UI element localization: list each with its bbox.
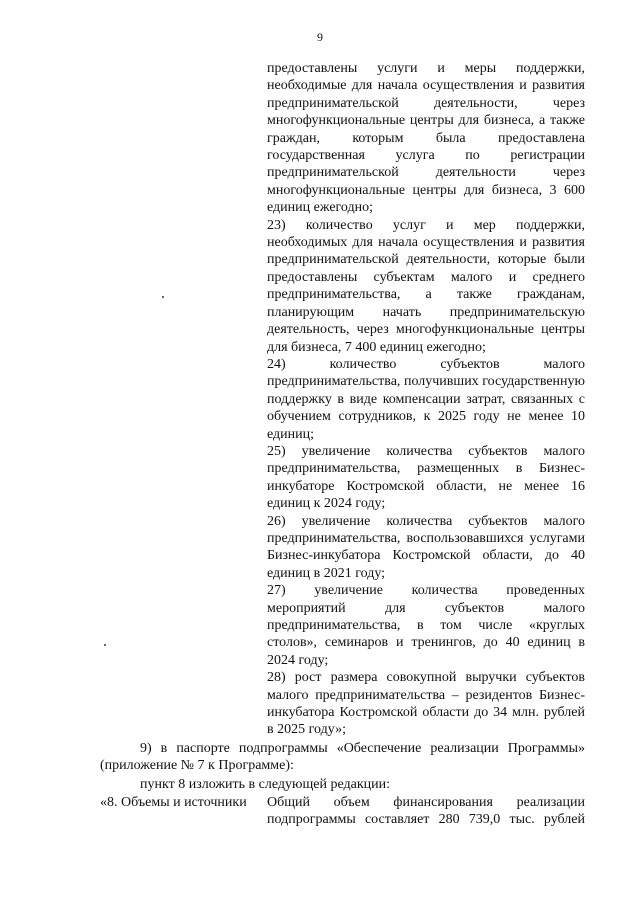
list-item: 24) количество субъектов малого предпринимательства, получивших государственную поддержку в виде компенсации затрат, связанных с обучением сотрудников, к 2025 году не менее 10 единиц; bbox=[267, 356, 585, 442]
list-item: 25) увеличение количества субъектов малого предпринимательства, размещенных в Бизнес-инкубаторе Костромской области, не менее 16 единиц к 2024 году; bbox=[267, 443, 585, 512]
list-item: предоставлены услуги и меры поддержки, необходимые для начала осуществления и развития предпринимательской деятельности, через многофункциональные центры для бизнеса, а также граждан, которым была предоставлена государственная услуга по регистрации предпринимательской деятельности через многофункциональные центры для бизнеса, 3 600 единиц ежегодно; bbox=[267, 61, 585, 216]
list-item: 23) количество услуг и мер поддержки, необходимых для начала осуществления и развития предпринимательской деятельности, которые были предоставлены субъектам малого и среднего предпринимательства, а также гражданам, планирующим начать предпринимательскую деятельность, через многофункциональные центры для бизнеса, 7 400 единиц ежегодно; bbox=[267, 217, 585, 355]
point-8-paragraph: пункт 8 изложить в следующей редакции: bbox=[140, 777, 390, 792]
page-number: 9 bbox=[317, 30, 323, 44]
table-value-cell: Общий объем финансирования реализации подпрограммы составляет 280 739,0 тыс. рублей bbox=[267, 795, 585, 828]
table-label-cell: «8. Объемы и источники bbox=[100, 795, 247, 810]
scan-speck bbox=[162, 296, 164, 298]
list-item: 26) увеличение количества субъектов малого предпринимательства, воспользовавшихся услугами Бизнес-инкубатора Костромской области, до 40 единиц в 2021 году; bbox=[267, 513, 585, 581]
scan-speck bbox=[104, 644, 106, 646]
item-9-paragraph: 9) в паспорте подпрограммы «Обеспечение реализации Программы» (приложение № 7 к Программе): bbox=[100, 741, 585, 774]
indicator-list bbox=[267, 60, 585, 739]
list-item: 28) рост размера совокупной выручки субъектов малого предпринимательства – резидентов Бизнес-инкубатора Костромской области до 34 млн. рублей в 2025 году»; bbox=[267, 670, 585, 738]
list-item: 27) увеличение количества проведенных мероприятий для субъектов малого предпринимательства, в том числе «круглых столов», семинаров и тренингов, до 40 единиц в 2024 году; bbox=[267, 583, 585, 668]
